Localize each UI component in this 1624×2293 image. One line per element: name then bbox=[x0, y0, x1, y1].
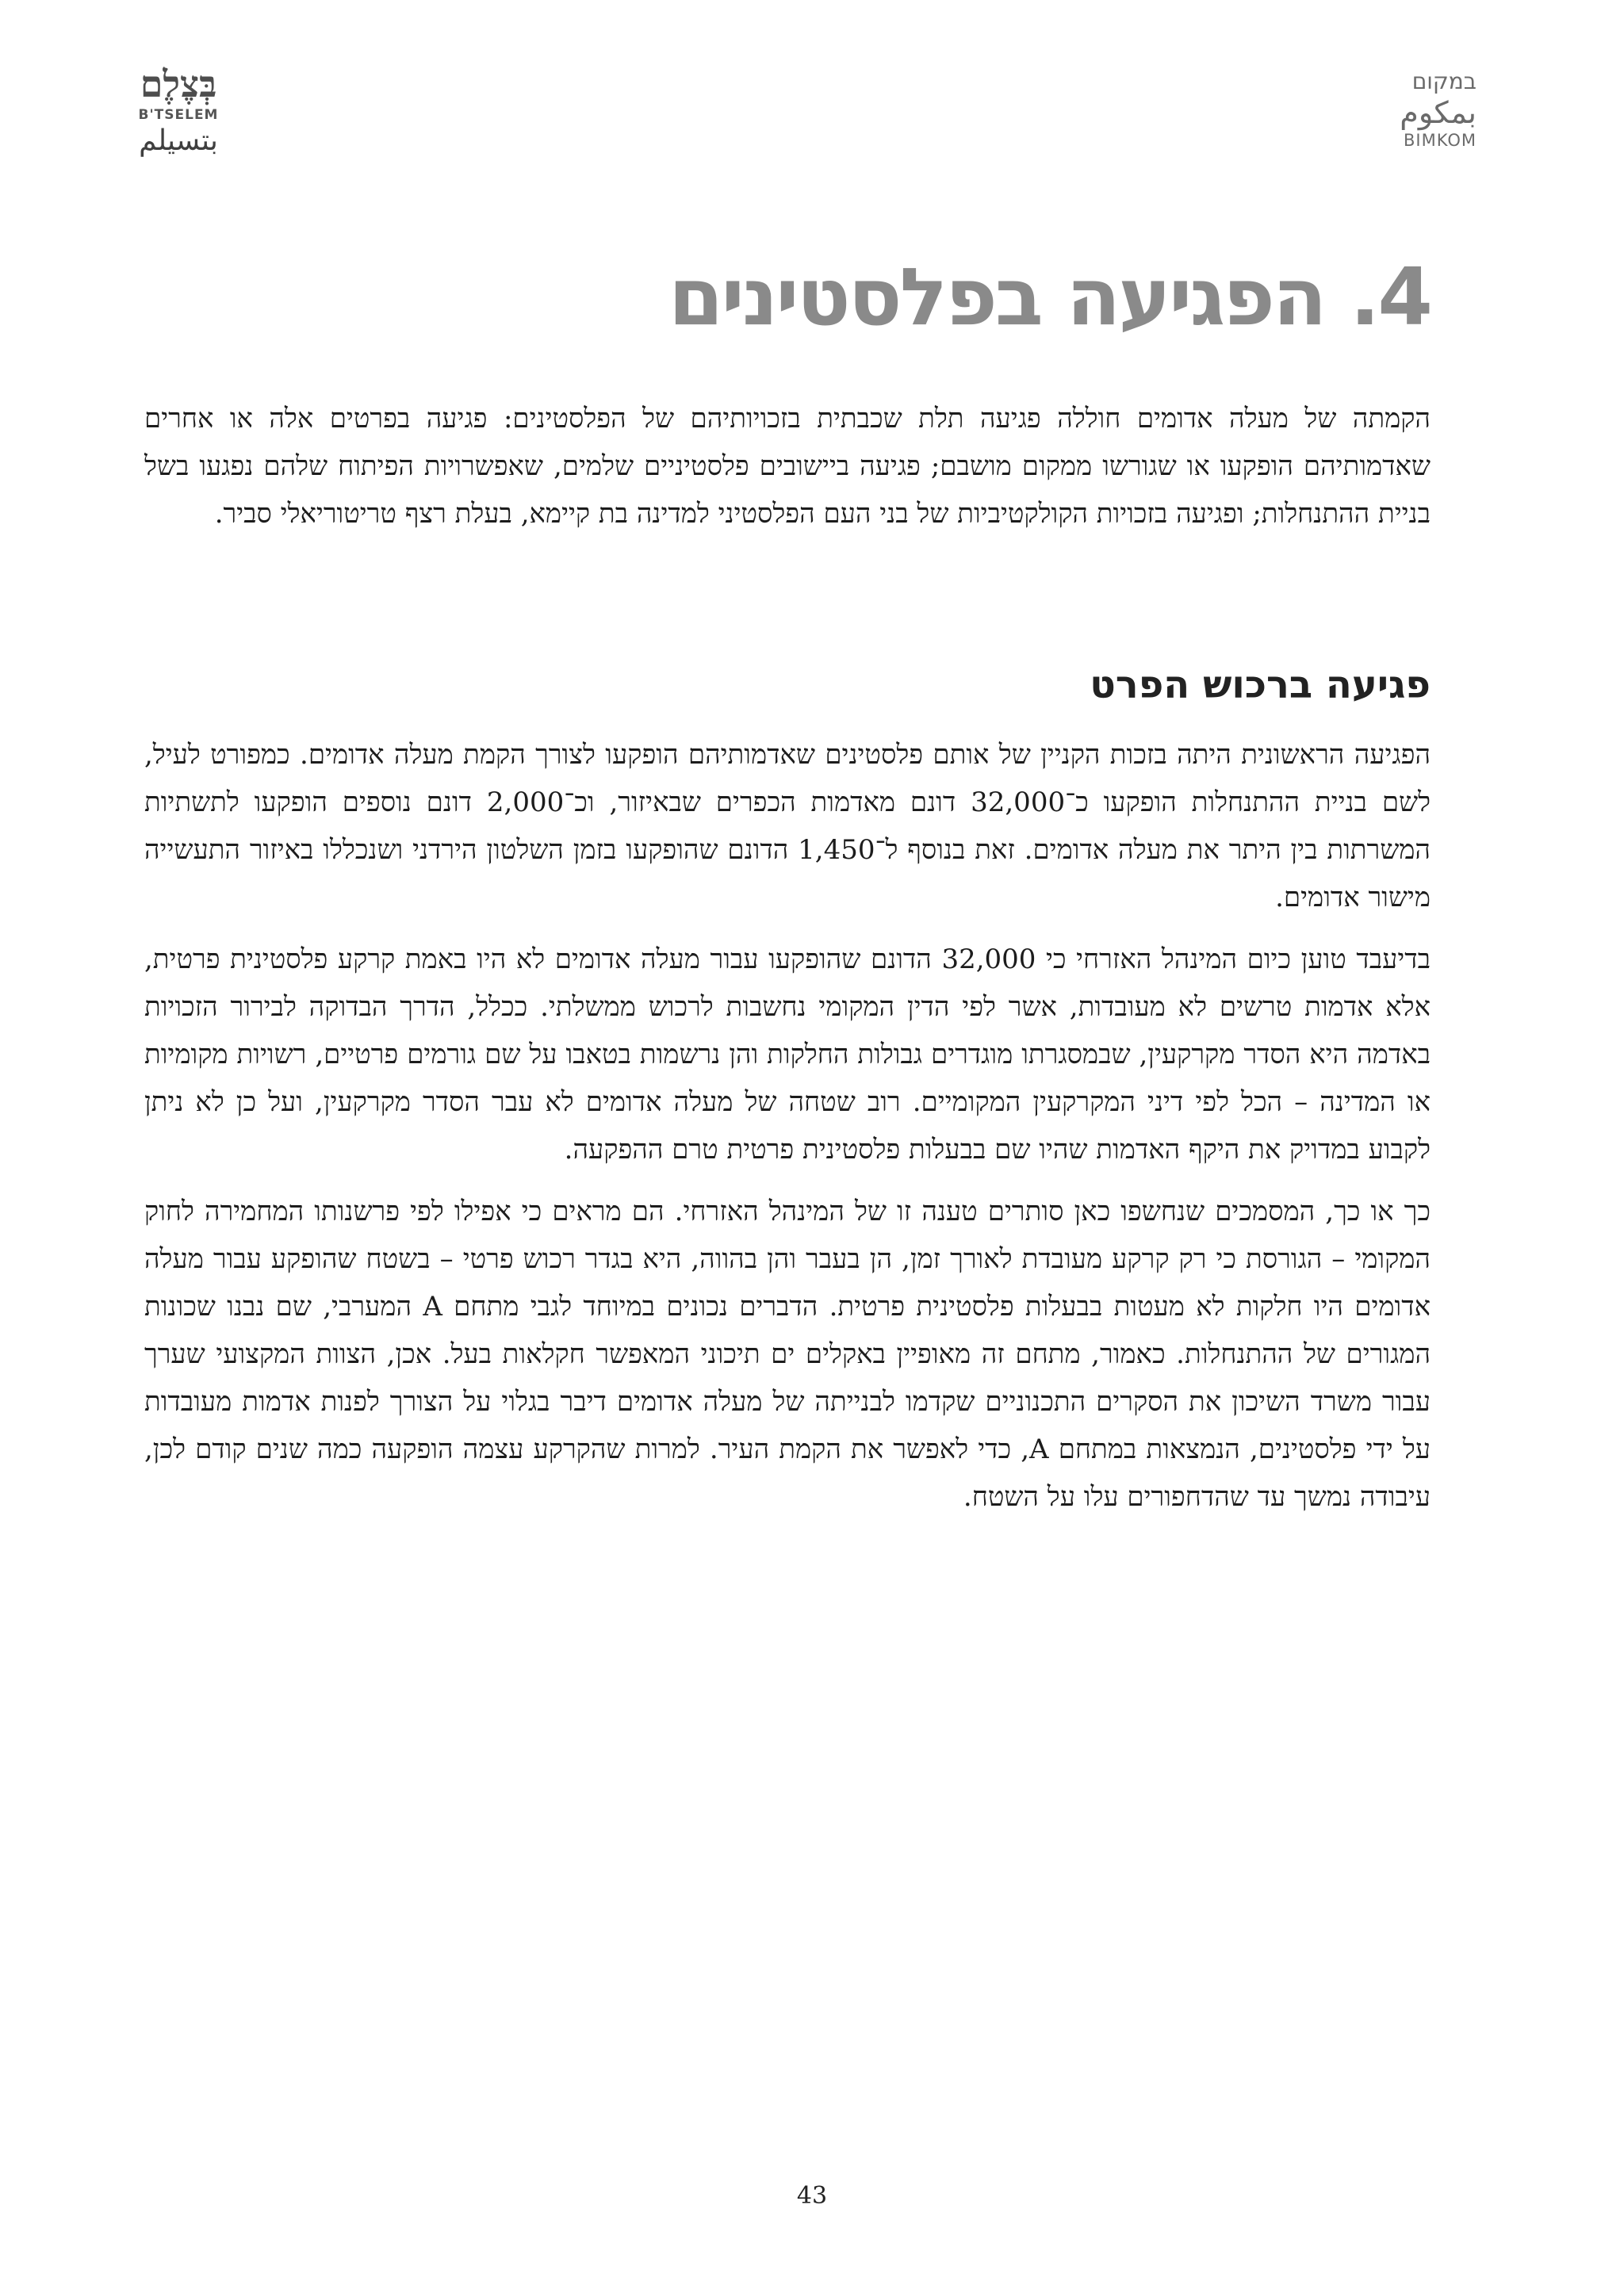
btselem-logo-english: B'TSELEM bbox=[138, 107, 219, 123]
body-paragraph-1: הפגיעה הראשונית היתה בזכות הקניין של אותם פלסטינים שאדמותיהם הופקעו לצורך הקמת מעלה אדומים. כמפורט לעיל, לשם בניית ההתנחלות הופקעו כ־32,000 דונם מאדמות הכפרים שבאיזור, וכ־2,000 דונם נוספים הופקעו לתשתיות המשרתות בין היתר את מעלה אדומים. זאת בנוסף ל־1,450 הדונם שהופקעו בזמן השלטון הירדני ושנכללו באיזור התעשייה מישור אדומים. bbox=[144, 739, 1431, 913]
bimkom-logo bbox=[1358, 68, 1477, 151]
page-number: 43 bbox=[796, 2182, 828, 2210]
bimkom-logo-english: BIMKOM bbox=[1404, 131, 1477, 150]
bimkom-logo-arabic: بمكوم bbox=[1400, 95, 1477, 130]
body-paragraph-2: בדיעבד טוען כיום המינהל האזרחי כי 32,000 הדונם שהופקעו עבור מעלה אדומים לא היו באמת קרקע פלסטינית פרטית, אלא אדמות טרשים לא מעובדות, אשר לפי הדין המקומי נחשבות לרכוש ממשלתי. ככלל, הדרך הבדוקה לבירור הזכויות באדמה היא הסדר מקרקעין, שבמסגרתו מוגדרים גבולות החלקות והן נרשמות בטאבו על שם גורמים פרטיים, רשויות מקומיות או המדינה – הכל לפי דיני המקרקעין המקומיים. רוב שטחה של מעלה אדומים לא עבר הסדר מקרקעין, ועל כן לא ניתן לקבוע במדויק את היקף האדמות שהיו שם בבעלות פלסטינית פרטית טרם ההפקעה. bbox=[144, 944, 1431, 1166]
btselem-logo-arabic: بتسيلم bbox=[139, 124, 218, 157]
intro-paragraph: הקמתה של מעלה אדומים חוללה פגיעה תלת שכבתית בזכויותיהם של הפלסטינים: פגיעה בפרטים אלה או אחרים שאדמותיהם הופקעו או שגורשו ממקום מושבם; פגיעה ביישובים פלסטיניים שלמים, שאפשרויות הפיתוח שלהם נפגעו בשל בניית ההתנחלות; ופגיעה בזכויות הקולקטיביות של בני העם הפלסטיני למדינה בת קיימא, בעלת רצף טריטוריאלי סביר. bbox=[144, 403, 1431, 530]
section-heading: פגיעה ברכוש הפרט bbox=[1090, 663, 1431, 707]
bimkom-logo-hebrew: במקום bbox=[1411, 68, 1477, 94]
btselem-logo bbox=[119, 62, 238, 159]
chapter-title: 4. הפגיעה בפלסטינים bbox=[668, 251, 1431, 343]
body-paragraph-3: כך או כך, המסמכים שנחשפו כאן סותרים טענה זו של המינהל האזרחי. הם מראים כי אפילו לפי פרשנותו המחמירה לחוק המקומי – הגורסת כי רק קרקע מעובדת לאורך זמן, הן בעבר והן בהווה, היא בגדר רכוש פרטי – בשטח שהופקע עבור מעלה אדומים היו חלקות לא מעטות בבעלות פלסטינית פרטית. הדברים נכונים במיוחד לגבי מתחם A המערבי, שם נבנו שכונות המגורים של ההתנחלות. כאמור, מתחם זה מאופיין באקלים ים תיכוני המאפשר חקלאות בעל. אכן, הצוות המקצועי שערך עבור משרד השיכון את הסקרים התכנוניים שקדמו לבנייתה של מעלה אדומים דיבר בגלוי על הצורך לפנות אדמות מעובדות על ידי פלסטינים, הנמצאות במתחם A, כדי לאפשר את הקמת העיר. למרות שהקרקע עצמה הופקעה כמה שנים קודם לכן, עיבודה נמשך עד שהדחפורים עלו על השטח. bbox=[144, 1196, 1431, 1513]
document-body bbox=[144, 246, 1431, 1535]
btselem-logo-hebrew: בְּצֶלֶם bbox=[140, 63, 217, 105]
